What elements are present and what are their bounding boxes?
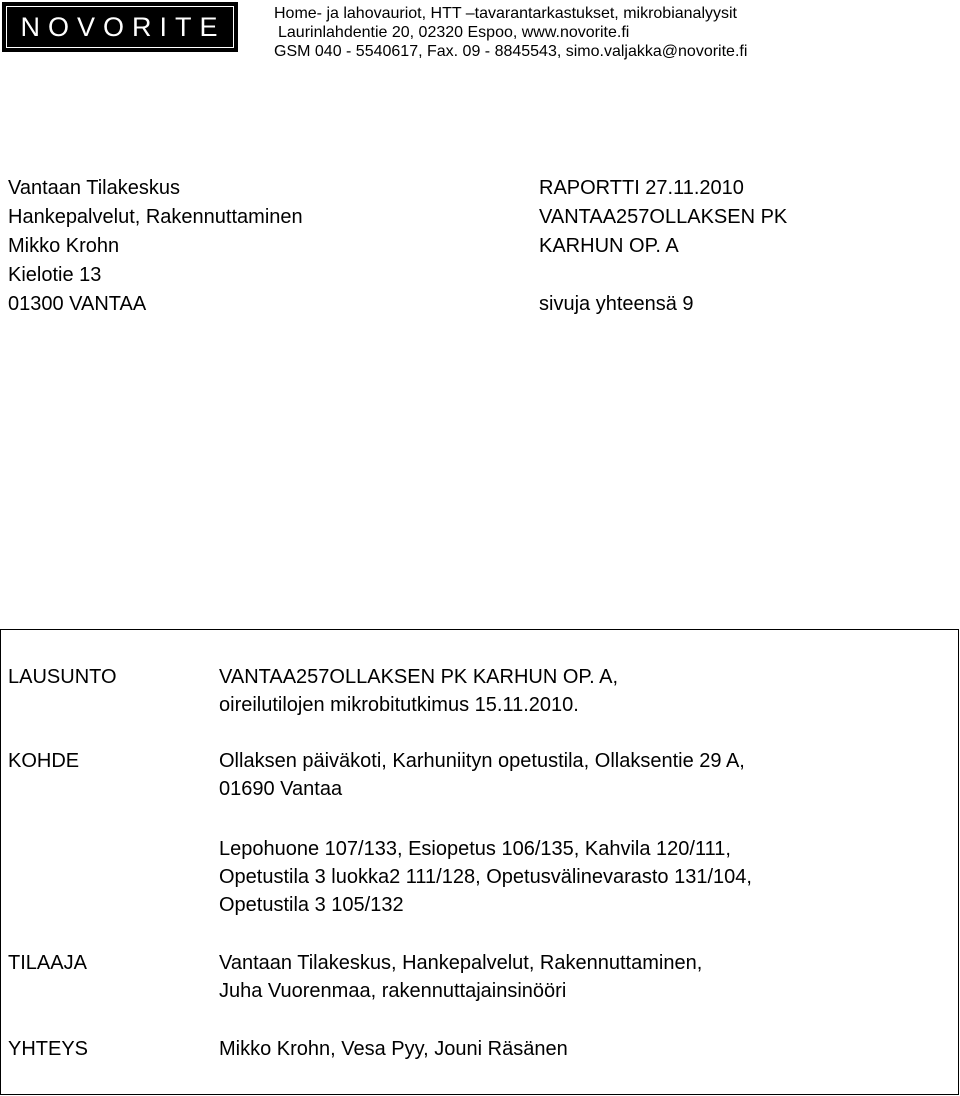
recipient-street: Kielotie 13 <box>8 264 102 286</box>
recipient-address <box>8 174 303 319</box>
company-logo <box>2 2 238 52</box>
kohde-value <box>219 747 745 803</box>
report-spacer <box>539 261 787 290</box>
report-info <box>539 174 787 319</box>
logo-frame <box>6 6 234 48</box>
yhteys-label: YHTEYS <box>8 1038 89 1060</box>
logo-text: NOVORITE <box>20 11 226 42</box>
recipient-person: Mikko Krohn <box>8 235 120 257</box>
yhteys-value: Mikko Krohn, Vesa Pyy, Jouni Räsänen <box>219 1038 568 1060</box>
rooms-line: Lepohuone 107/133, Esiopetus 106/135, Kahvila 120/111, <box>219 838 731 860</box>
report-project: VANTAA257OLLAKSEN PK <box>539 206 788 228</box>
report-date: RAPORTTI 27.11.2010 <box>539 177 744 199</box>
lausunto-label: LAUSUNTO <box>8 666 117 688</box>
lausunto-line: VANTAA257OLLAKSEN PK KARHUN OP. A, <box>219 666 619 688</box>
kohde-label: KOHDE <box>8 750 80 772</box>
tilaaja-label: TILAAJA <box>8 952 87 974</box>
company-contacts: GSM 040 - 5540617, Fax. 09 - 8845543, simo.valjakka@novorite.fi <box>274 43 748 60</box>
rooms-value <box>219 835 752 919</box>
recipient-dept: Hankepalvelut, Rakennuttaminen <box>8 206 303 228</box>
kohde-line: 01690 Vantaa <box>219 778 343 800</box>
company-services: Home- ja lahovauriot, HTT –tavarantarkastukset, mikrobianalyysit <box>274 5 737 22</box>
tilaaja-line: Juha Vuorenmaa, rakennuttajainsinööri <box>219 980 567 1002</box>
company-info <box>274 4 747 61</box>
lausunto-value <box>219 663 618 719</box>
report-building: KARHUN OP. A <box>539 235 679 257</box>
rooms-line: Opetustila 3 luokka2 111/128, Opetusvälinevarasto 131/104, <box>219 866 752 888</box>
tilaaja-line: Vantaan Tilakeskus, Hankepalvelut, Rakennuttaminen, <box>219 952 703 974</box>
recipient-city: 01300 VANTAA <box>8 293 147 315</box>
recipient-org: Vantaan Tilakeskus <box>8 177 180 199</box>
lausunto-line: oireilutilojen mikrobitutkimus 15.11.2010. <box>219 694 579 716</box>
company-address: Laurinlahdentie 20, 02320 Espoo, www.novorite.fi <box>278 24 630 41</box>
rooms-line: Opetustila 3 105/132 <box>219 894 404 916</box>
report-page-count: sivuja yhteensä 9 <box>539 293 694 315</box>
kohde-line: Ollaksen päiväkoti, Karhuniityn opetustila, Ollaksentie 29 A, <box>219 750 745 772</box>
tilaaja-value <box>219 949 702 1005</box>
